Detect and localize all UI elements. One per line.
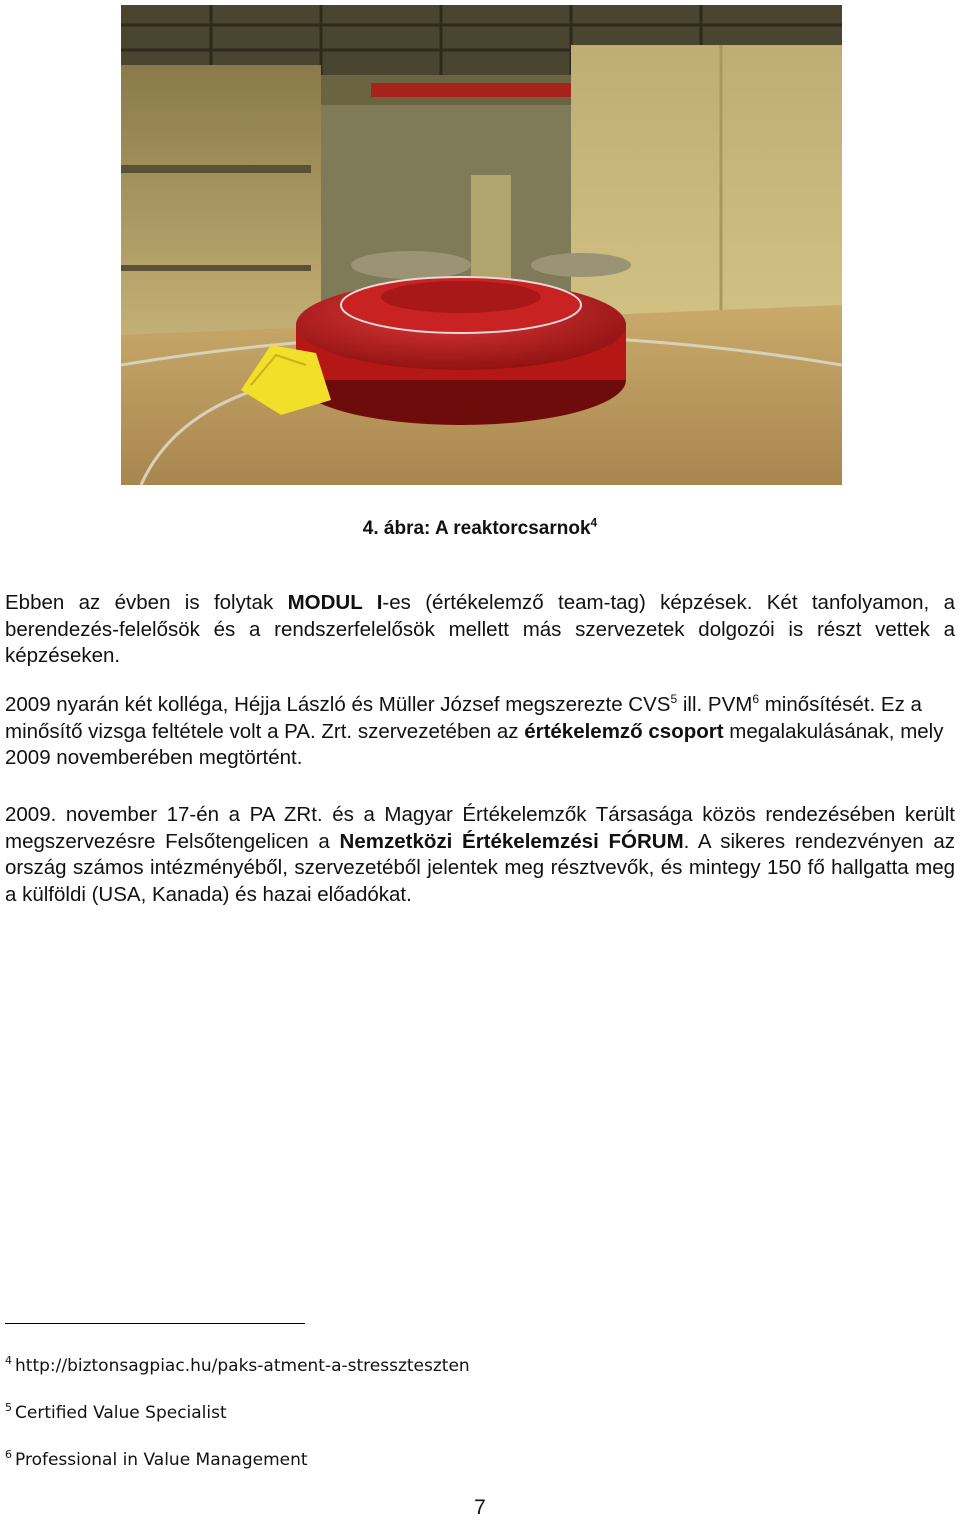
footnote-6 (5, 1450, 308, 1470)
text-run: ill. PVM (677, 693, 753, 716)
text-run: . A sikeres rendezvényen az ország számos intézményéből, szervezetéből jelentek meg résztvevők, és mintegy 150 fő hallgatta meg a külföldi (USA, Kanada) és hazai előadókat. (5, 829, 955, 906)
reactor-hall-photo (121, 5, 842, 485)
figure-caption-text: 4. ábra: A reaktorcsarnok (362, 518, 591, 539)
text-run: Ebben az évben is folytak (5, 591, 288, 614)
footnote-ref-6: 6 (752, 692, 760, 707)
footnote-text: Professional in Value Management (15, 1450, 308, 1470)
text-run: megalakulásának, mely 2009 novemberében megtörtént. (5, 719, 944, 769)
figure-caption (0, 515, 960, 540)
footnote-ref-5: 5 (670, 692, 678, 707)
footnote-5 (5, 1403, 227, 1423)
bold-ertekelemzo-csoport: értékelemző csoport (524, 719, 724, 743)
footnote-number: 5 (5, 1401, 12, 1415)
paragraph-forum (5, 802, 955, 908)
paragraph-modul (5, 590, 955, 670)
text-run: 2009 nyarán két kolléga, Héjja László és Müller József megszerezte CVS (5, 693, 671, 716)
text-run: minősítését. Ez a minősítő vizsga feltétele volt a PA. Zrt. szervezetében az (5, 693, 922, 743)
page-number: 7 (474, 1496, 486, 1519)
footnote-link[interactable]: http://biztonsagpiac.hu/paks-atment-a-stresszteszten (15, 1356, 470, 1376)
paragraph-cvs-pvm (5, 692, 955, 772)
footnote-number: 6 (5, 1448, 12, 1462)
text-run: -es (értékelemző team-tag) képzések. Két tanfolyamon, a berendezés-felelősök és a rendszerfelelősök mellett más szervezetek dolgozói is részt vettek a képzéseken. (5, 591, 955, 667)
bold-forum: Nemzetközi Értékelemzési FÓRUM (339, 829, 684, 853)
footnote-ref-4: 4 (590, 515, 598, 530)
footnote-number: 4 (5, 1354, 12, 1368)
text-run: 2009. november 17-én a PA ZRt. és a Magyar Értékelemzők Társasága közös rendezésében került megszervezésre Felsőtengelicen a (5, 803, 955, 853)
footnote-4 (5, 1356, 470, 1376)
footnote-text: Certified Value Specialist (15, 1403, 227, 1423)
footnote-separator (5, 1323, 305, 1324)
bold-modul: MODUL I (287, 591, 383, 614)
